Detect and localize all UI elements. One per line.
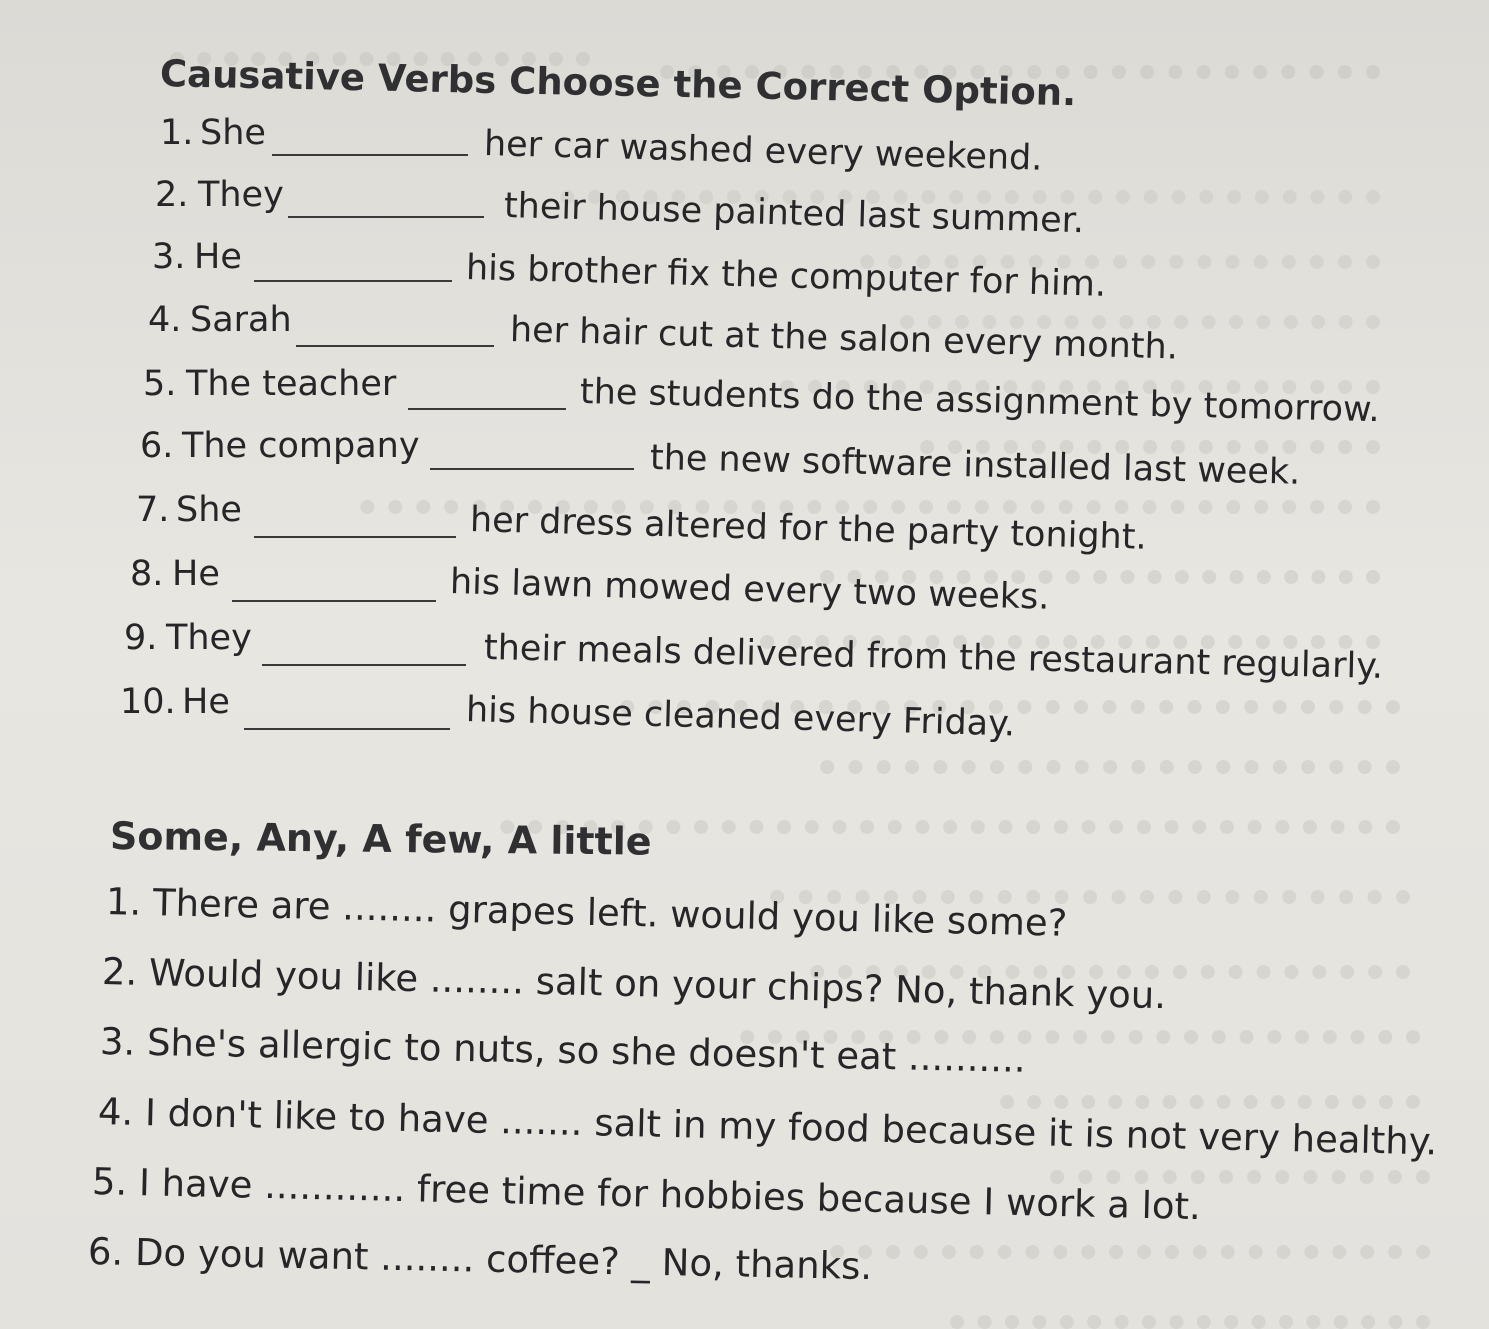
question-number: 7. <box>136 490 170 530</box>
question-subject: They <box>198 175 284 215</box>
section-title-quantifiers: Some, Any, A few, A little <box>109 814 652 864</box>
question-subject: He <box>182 682 230 722</box>
question-number: 4. <box>148 300 182 340</box>
show-through-text <box>950 1285 1430 1329</box>
question-rest: their house painted last summer. <box>503 186 1085 242</box>
question-subject: The company <box>182 426 420 466</box>
question-subject: The teacher <box>186 364 397 404</box>
answer-blank[interactable] <box>232 600 436 602</box>
question-number: 5. <box>143 364 177 404</box>
question-rest: her dress altered for the party tonight. <box>469 500 1148 558</box>
answer-blank[interactable] <box>288 216 484 218</box>
answer-blank[interactable] <box>244 728 450 730</box>
quantifier-question: 4. I don't like to have ....... salt in my food because it is not very healthy. <box>97 1090 1438 1164</box>
quantifier-question: 5. I have ............ free time for hobbies because I work a lot. <box>91 1160 1202 1229</box>
question-subject: They <box>166 618 252 658</box>
quantifier-question: 2. Would you like ........ salt on your chips? No, thank you. <box>101 950 1167 1018</box>
question-number: 3. <box>152 237 186 277</box>
answer-blank[interactable] <box>272 154 468 156</box>
question-rest: the students do the assignment by tomorrow. <box>579 372 1381 431</box>
answer-blank[interactable] <box>408 408 566 410</box>
question-subject: Sarah <box>190 300 292 340</box>
quantifier-question: 6. Do you want ........ coffee? _ No, thanks. <box>87 1230 873 1289</box>
section-title-causative: Causative Verbs Choose the Correct Option. <box>159 52 1077 115</box>
question-number: 8. <box>130 554 164 594</box>
question-subject: She <box>176 490 242 530</box>
question-rest: his lawn mowed every two weeks. <box>449 562 1050 618</box>
question-rest: his brother fix the computer for him. <box>465 248 1107 305</box>
show-through-text <box>1000 1065 1420 1109</box>
question-number: 10. <box>120 682 176 722</box>
question-number: 6. <box>140 426 174 466</box>
question-number: 9. <box>124 618 158 658</box>
question-number: 2. <box>155 175 189 215</box>
answer-blank[interactable] <box>254 280 452 282</box>
answer-blank[interactable] <box>430 468 634 470</box>
question-rest: their meals delivered from the restaurant regularly. <box>483 628 1384 687</box>
question-rest: the new software installed last week. <box>649 438 1301 493</box>
question-rest: his house cleaned every Friday. <box>465 690 1016 745</box>
question-subject: He <box>172 554 220 594</box>
quantifier-question: 1. There are ........ grapes left. would you like some? <box>105 880 1068 945</box>
question-subject: She <box>200 113 266 153</box>
question-subject: He <box>194 237 242 277</box>
quantifier-question: 3. She's allergic to nuts, so she doesn't eat .......... <box>99 1020 1027 1081</box>
answer-blank[interactable] <box>254 536 456 538</box>
question-rest: her car washed every weekend. <box>483 124 1043 179</box>
question-rest: her hair cut at the salon every month. <box>509 310 1179 368</box>
answer-blank[interactable] <box>296 345 494 347</box>
answer-blank[interactable] <box>262 664 466 666</box>
question-number: 1. <box>160 113 194 153</box>
